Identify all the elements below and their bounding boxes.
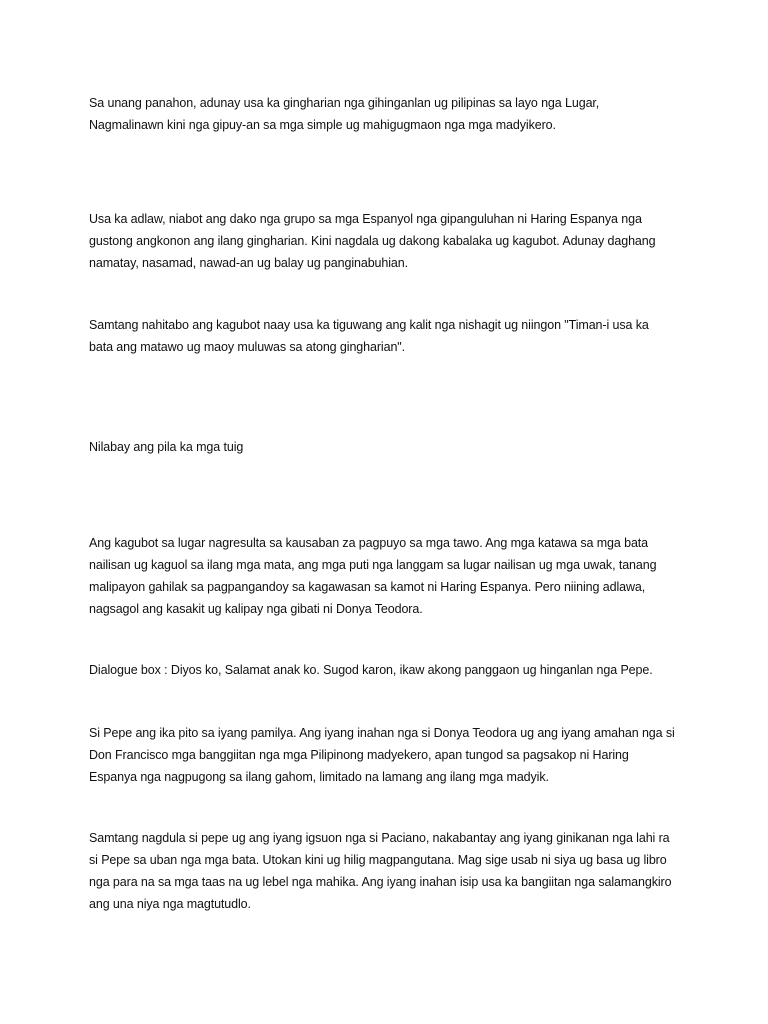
text-line: nga para na sa mga taas na ug lebel nga mahika. Ang iyang inahan isip usa ka bangiitan nga salamangkiro [89, 875, 672, 889]
text-line: Usa ka adlaw, niabot ang dako nga grupo sa mga Espanyol nga gipanguluhan ni Haring Espanya nga [89, 212, 642, 226]
text-line: nailisan ug kaguol sa ilang mga mata, ang mga puti nga langgam sa lugar nailisan ug mga uwak, tanang [89, 558, 657, 572]
text-line: Espanya nga nagpugong sa ilang gahom, limitado na lamang ang ilang mga madyik. [89, 770, 549, 784]
text-line: namatay, nasamad, nawad-an ug balay ug panginabuhian. [89, 256, 409, 270]
text-line: Ang kagubot sa lugar nagresulta sa kausaban za pagpuyo sa mga tawo. Ang mga katawa sa mga bata [89, 536, 649, 550]
paragraph-7 [89, 722, 689, 788]
paragraph-6 [89, 659, 689, 681]
text-line: si Pepe sa uban nga mga bata. Utokan kini ug hilig magpangutana. Mag sige usab ni siya ug basa ug libro [89, 853, 667, 867]
paragraph-4 [89, 436, 689, 458]
text-line: Nilabay ang pila ka mga tuig [89, 440, 244, 454]
text-line: gustong angkonon ang ilang gingharian. Kini nagdala ug dakong kabalaka ug kagubot. Adunay daghang [89, 234, 656, 248]
text-line: bata ang matawo ug maoy muluwas sa atong gingharian". [89, 340, 406, 354]
text-line: Nagmalinawn kini nga gipuy-an sa mga simple ug mahigugmaon nga mga madyikero. [89, 118, 556, 132]
text-line: Si Pepe ang ika pito sa iyang pamilya. Ang iyang inahan nga si Donya Teodora ug ang iyang amahan nga si [89, 726, 675, 740]
text-line: ang una niya nga magtutudlo. [89, 897, 251, 911]
text-line: Samtang nagdula si pepe ug ang iyang igsuon nga si Paciano, nakabantay ang iyang ginikanan nga lahi ra [89, 831, 670, 845]
paragraph-2 [89, 208, 689, 274]
text-line: malipayon gahilak sa pagpangandoy sa kagawasan sa kamot ni Haring Espanya. Pero niining adlawa, [89, 580, 646, 594]
paragraph-3 [89, 314, 689, 358]
paragraph-8 [89, 827, 689, 915]
text-line: Sa unang panahon, adunay usa ka gingharian nga gihinganlan ug pilipinas sa layo nga Lugar, [89, 96, 600, 110]
text-line: nagsagol ang kasakit ug kalipay nga gibati ni Donya Teodora. [89, 602, 423, 616]
text-line: Samtang nahitabo ang kagubot naay usa ka tiguwang ang kalit nga nishagit ug niingon "Timan-i usa ka [89, 318, 649, 332]
paragraph-1 [89, 92, 689, 136]
text-line: Don Francisco mga banggiitan nga mga Pilipinong madyekero, apan tungod sa pagsakop ni Haring [89, 748, 629, 762]
text-line: Dialogue box : Diyos ko, Salamat anak ko. Sugod karon, ikaw akong panggaon ug hinganlan nga Pepe. [89, 663, 653, 677]
paragraph-5 [89, 532, 689, 620]
